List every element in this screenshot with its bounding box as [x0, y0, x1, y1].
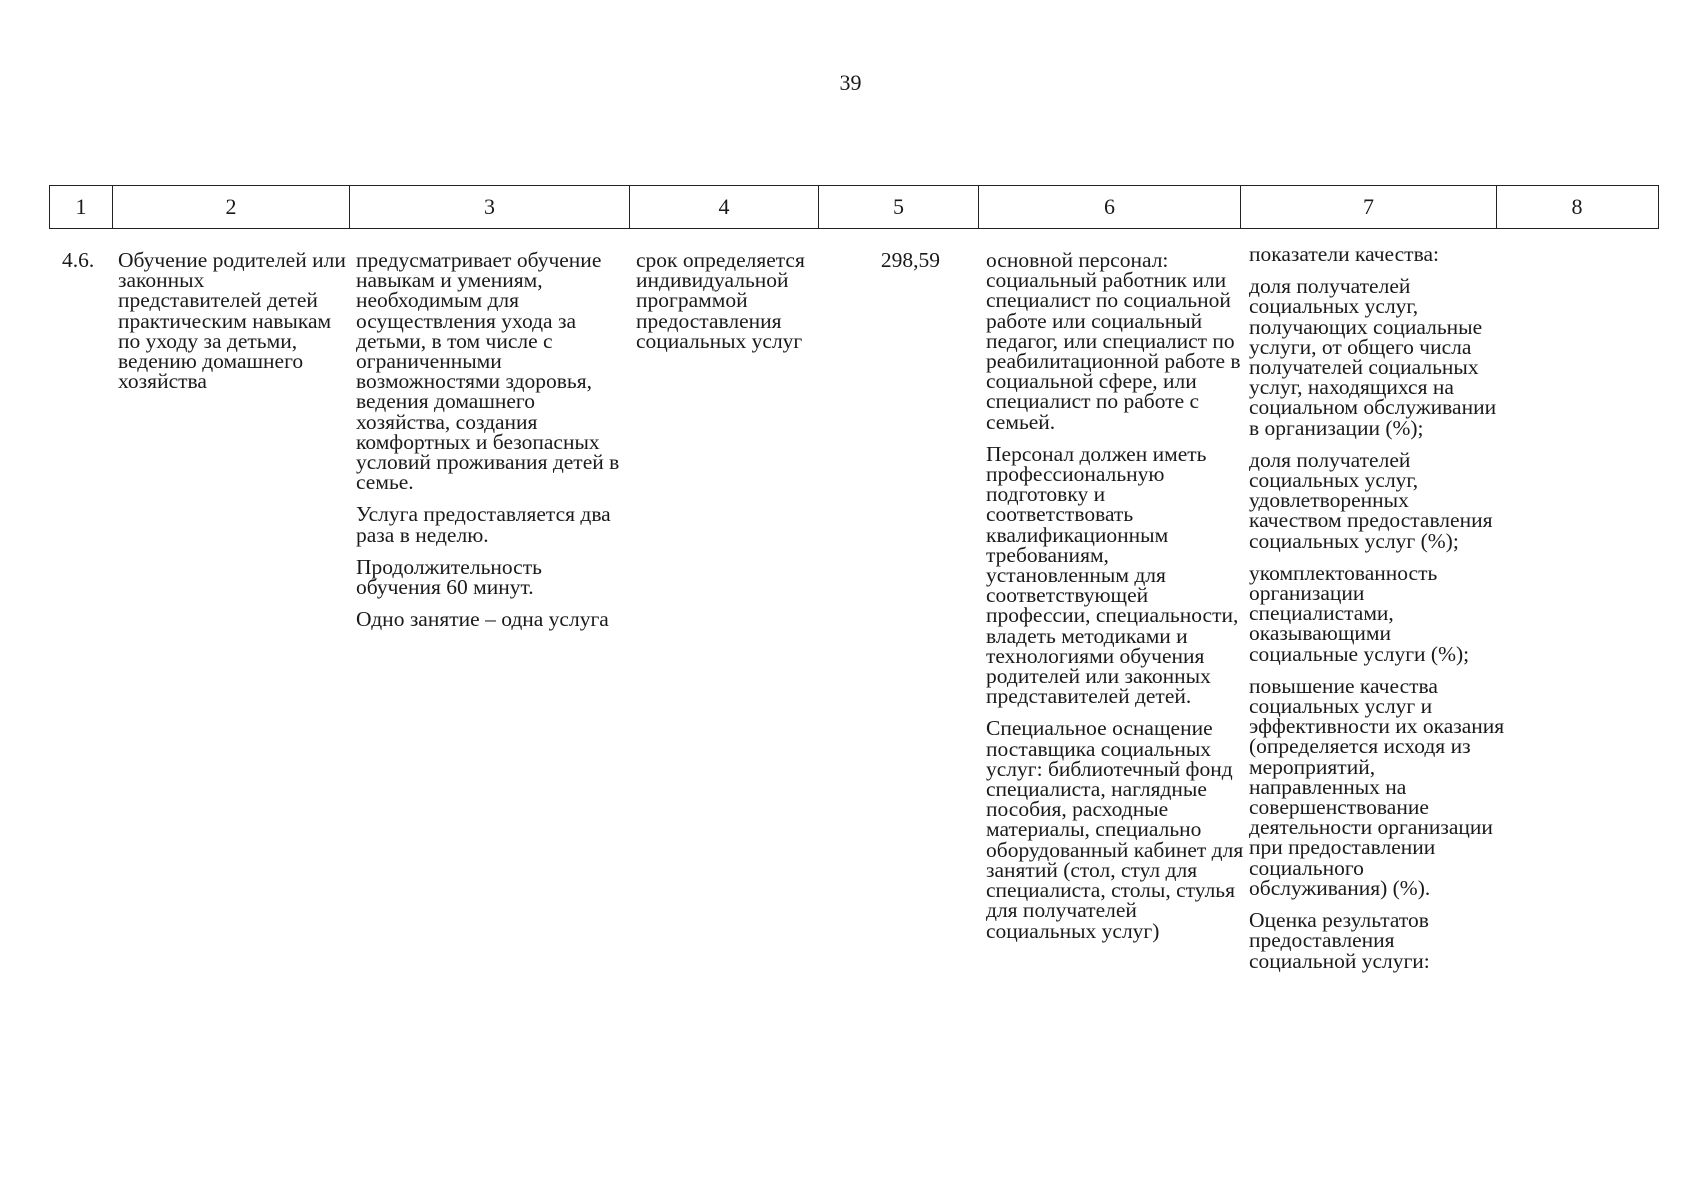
description-paragraph: предусматривает обучение навыкам и умениям, необходимым для осуществления ухода за детьми, в том числе с ограниченными возможностями здоровья, ведения домашнего хозяйства, создания комфортных и безопасных условий проживания детей в семье.: [356, 248, 620, 495]
description-cell: [356, 248, 631, 632]
quality-paragraph: повышение качества социальных услуг и эффективности их оказания (определяется исходя из мероприятий, направленных на совершенствование деятельности организации при предоставлении социального обслуживания) (%).: [1249, 673, 1505, 900]
description-paragraph: Продолжительность обучения 60 минут.: [356, 554, 542, 600]
quality-paragraph: показатели качества:: [1249, 242, 1439, 266]
header-col-8: 8: [1571, 194, 1583, 219]
header-col-6: 6: [979, 186, 1241, 228]
row-number-cell: [62, 250, 112, 270]
conditions-paragraph: основной персонал: социальный работник или специалист по социальной работе или социальный педагог, или специалист по реабилитационной работе в социальной сфере, или специалист по работе с семьей.: [986, 248, 1241, 434]
term-text: срок определяется индивидуальной программой предоставления социальных услуг: [636, 248, 805, 353]
header-col-1: 1: [50, 186, 113, 228]
header-col-4: 4: [630, 186, 819, 228]
conditions-cell: [986, 250, 1248, 941]
table-header-row: [49, 185, 1659, 229]
quality-paragraph: Оценка результатов предоставления социальной услуги:: [1249, 908, 1430, 973]
header-col-2: 2: [113, 186, 350, 228]
service-name: Обучение родителей или законных представителей детей практическим навыкам по уходу за детьми, ведению домашнего хозяйства: [118, 248, 346, 394]
description-paragraph: Услуга предоставляется два раза в неделю.: [356, 502, 611, 547]
row-number: 4.6.: [62, 248, 95, 272]
header-col-3: 3: [350, 186, 630, 228]
quality-cell: [1249, 244, 1505, 971]
page-number: 39: [839, 70, 862, 95]
quality-paragraph: укомплектованность организации специалистами, оказывающими социальные услуги (%);: [1249, 560, 1470, 666]
service-name-cell: [118, 248, 348, 394]
quality-paragraph: доля получателей социальных услуг, получающих социальные услуги, от общего числа получателей социальных услуг, находящихся на социальном обслуживании в организации (%);: [1249, 274, 1497, 440]
tariff-cell: [830, 250, 940, 270]
header-col-7: 7: [1241, 186, 1497, 228]
tariff-value: 298,59: [880, 248, 940, 272]
quality-paragraph: доля получателей социальных услуг, удовлетворенных качеством предоставления социальных услуг (%);: [1249, 447, 1493, 553]
header-col-5: 5: [819, 186, 979, 228]
conditions-paragraph: Персонал должен иметь профессиональную подготовку и соответствовать квалификационным требованиям, установленным для соответствующей профессии, специальности, владеть методиками и технологиями обучения родителей или законных представителей детей.: [986, 441, 1239, 709]
term-cell: [636, 250, 826, 351]
conditions-paragraph: Специальное оснащение поставщика социальных услуг: библиотечный фонд специалиста, наглядные пособия, расходные материалы, специально оборудованный кабинет для занятий (стол, стул для специалиста, столы, стулья для получателей социальных услуг): [986, 716, 1244, 943]
description-paragraph: Одно занятие – одна услуга: [356, 607, 609, 632]
